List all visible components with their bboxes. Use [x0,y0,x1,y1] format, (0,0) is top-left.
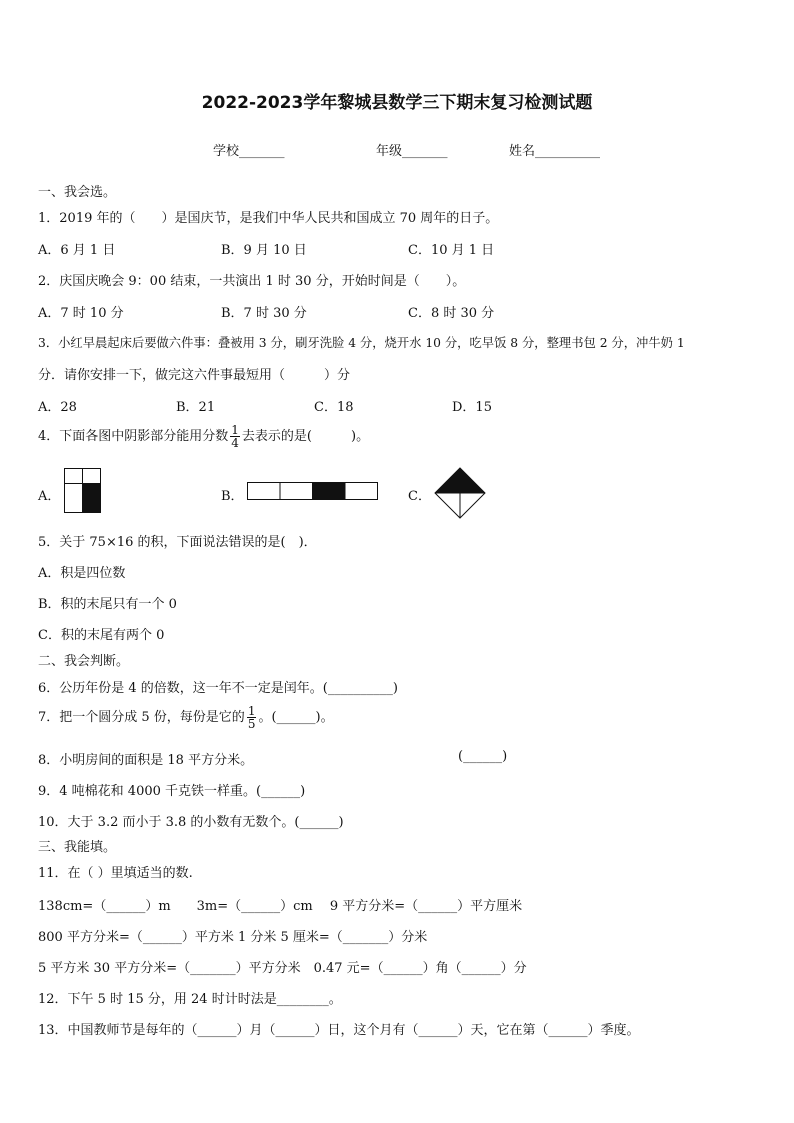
q5-option-c: C．积的末尾有两个 0 [38,628,165,643]
grade-field: 年级_______ [376,144,448,159]
q1-option-b: B．9 月 10 日 [221,243,307,258]
q1-option-c: C．10 月 1 日 [408,243,495,258]
question-7 [38,705,334,730]
section-heading-3: 三、我能填。 [38,840,117,855]
name-field: 姓名__________ [509,144,601,159]
question-3-line-1: 3．小红早晨起床后要做六件事：叠被用 3 分，刷牙洗脸 4 分，烧开水 10 分，吃早饭 8 分，整理书包 2 分，冲牛奶 1 [38,336,685,350]
q4-option-c: C． [408,489,431,504]
question-2: 2．庆国庆晚会 9：00 结束，一共演出 1 时 30 分，开始时间是（ ）。 [38,274,466,289]
q7-text-post: 。(______)。 [258,710,334,725]
q11-row-2: 800 平方分米=（______）平方米 1 分米 5 厘米=（_______）分米 [38,930,428,945]
q3-option-c: C．18 [314,400,354,415]
q4-figure-a [64,468,102,514]
q5-option-a: A．积是四位数 [38,566,126,581]
q1-option-a: A．6 月 1 日 [38,243,116,258]
q2-option-c: C．8 时 30 分 [408,306,495,321]
q4-fraction [230,424,240,449]
q4-option-a: A． [38,489,61,504]
q4-fraction-numerator: 1 [231,423,239,437]
q4-fraction-denominator: 4 [231,436,239,450]
q4-text-pre: 4．下面各图中阴影部分能用分数 [38,429,229,444]
q4-text-post: 去表示的是( )。 [241,429,370,444]
q3-option-b: B．21 [176,400,216,415]
q7-fraction-denominator: 5 [247,717,256,731]
question-3-line-2: 分．请你安排一下，做完这六件事最短用（ ）分 [38,368,351,383]
section-heading-1: 一、我会选。 [38,185,117,200]
q2-option-b: B．7 时 30 分 [221,306,307,321]
q11-row-3: 5 平方米 30 平方分米=（_______）平方分米 0.47 元=（______）角（______）分 [38,961,527,976]
q4-option-b: B． [221,489,244,504]
question-13: 13．中国教师节是每年的（______）月（______）日，这个月有（______）天，它在第（______）季度。 [38,1023,640,1038]
q3-option-a: A．28 [38,400,77,415]
question-1: 1．2019 年的（ ）是国庆节，是我们中华人民共和国成立 70 周年的日子。 [38,211,499,226]
school-field: 学校_______ [213,144,285,159]
question-10: 10．大于 3.2 而小于 3.8 的小数有无数个。(______) [38,815,344,830]
q7-fraction-numerator: 1 [247,704,256,718]
q2-option-a: A．7 时 10 分 [38,306,124,321]
page-title: 2022-2023学年黎城县数学三下期末复习检测试题 [201,93,593,113]
q5-option-b: B．积的末尾只有一个 0 [38,597,177,612]
q7-text-pre: 7．把一个圆分成 5 份，每份是它的 [38,710,245,725]
q8-answer-blank: (______) [458,749,508,764]
question-6: 6．公历年份是 4 的倍数，这一年不一定是闰年。(__________) [38,681,398,696]
question-11: 11．在（ ）里填适当的数. [38,866,193,881]
question-4 [38,424,369,449]
question-5: 5．关于 75×16 的积，下面说法错误的是( )． [38,535,317,550]
q4-figure-c [434,467,486,519]
q3-option-d: D．15 [452,400,492,415]
question-12: 12．下午 5 时 15 分，用 24 时计时法是________。 [38,992,342,1007]
question-9: 9．4 吨棉花和 4000 千克铁一样重。(______) [38,784,306,799]
q7-fraction [247,705,257,730]
q11-row-1: 138cm=（______）m 3m=（______）cm 9 平方分米=（______）平方厘米 [38,899,523,914]
question-8: 8．小明房间的面积是 18 平方分米。 [38,753,254,768]
section-heading-2: 二、我会判断。 [38,654,130,669]
q4-figure-b [247,482,379,501]
